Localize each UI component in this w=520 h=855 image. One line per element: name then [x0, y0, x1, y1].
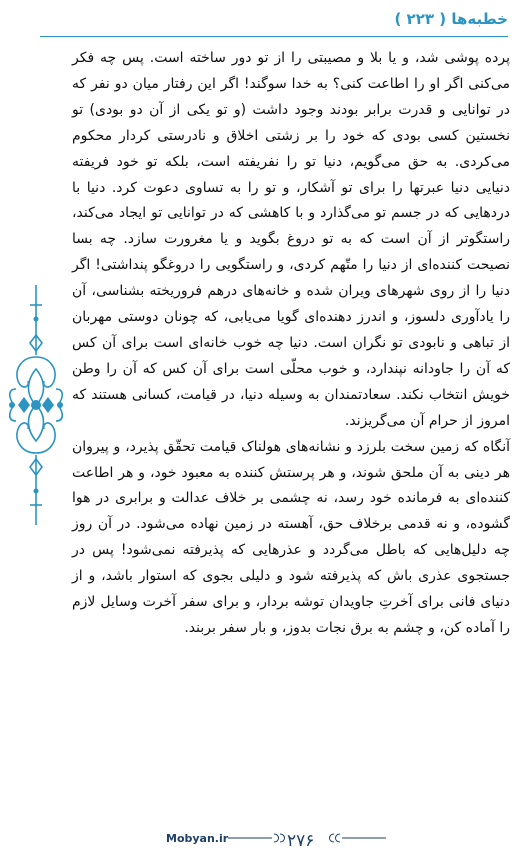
page-header: [40, 8, 508, 38]
paragraph-1: پرده پوشی شد، و یا بلا و مصیبتی را از تو دور ساخته است. پس چه فکر می‌کنی اگر او را اطاعت کنی؟ به خدا سوگند! اگر این رفتار میان دو نفر که در توانایی و قدرت برابر بودند وجود داشت (و تو یکی از آن دو بودی) تو نخستین کسی بودی که خود را بر زشتی اخلاق و نادرستی کردار محکوم می‌کردی. به حق می‌گویم، دنیا تو را نفریفته است، بلکه تو خود فریفته دنیایی دنیا عبرتها را برای تو آشکار، و تو را به تساوی دعوت کرد. دنیا با دردهایی که در جسم تو می‌گذارد و با کاهشی که در توانایی تو ایجاد می‌کند، راستگوتر از آن است که به تو دروغ بگوید و یا مغرورت سازد. چه بسا نصیحت کننده‌ای از دنیا را متّهم کردی، و راستگویی را دروغگو پنداشتی! اگر دنیا را از روی شهرهای ویران شده و خانه‌های درهم فروریخته بشناسی، آن را یادآوری دلسوز، و اندرز دهنده‌ای گویا می‌یابی، که چونان دوستی مهربان از تباهی و نابودی تو نگران است. دنیا چه خوب خانه‌ای است برای آن کس که آن را جاودانه نپندارد، و خوب محلّی است برای آن کس که آن را وطن خویش انتخاب نکند. سعادتمندان به وسیله دنیا، در قیامت، کسانی هستند که امروز از حرام آن می‌گریزند.: [72, 50, 510, 429]
page-footer: [0, 821, 520, 855]
margin-ornament-icon: [4, 285, 68, 525]
footer-right-ornament-icon: [326, 833, 386, 843]
body-text: [72, 46, 510, 642]
footer-site-link[interactable]: Mobyan.ir: [166, 832, 229, 845]
footer-left-ornament-icon: [228, 833, 288, 843]
header-divider: [40, 36, 508, 37]
header-title: خطبه‌ها ( ۲۲۳ ): [394, 10, 508, 28]
paragraph-2: آنگاه که زمین سخت بلرزد و نشانه‌های هولناک قیامت تحقّق پذیرد، و پیروان هر دینی به آن ملحق شوند، و هر پرستش کننده به معبود خود، و هر اطاعت کننده‌ای به فرمانده خود رسد، نه چشمی بر خلاف عدالت و برابری در هوا گشوده، و نه قدمی برخلاف حق، آهسته در زمین نهاده می‌شود. در آن روز چه دلیل‌هایی که باطل می‌گردد و عذرهایی که پذیرفته نمی‌شود! پس در جستجوی عذری باش که پذیرفته شود و دلیلی بجوی که استوار باشد، و از دنیای فانی برای آخرتِ جاویدان توشه بردار، و برای سفر آخرت وسایل لازم را آماده کن، و چشم به برق نجات بدوز، و بار سفر بربند.: [72, 438, 510, 636]
page-number: ۲۷۶: [287, 831, 315, 851]
